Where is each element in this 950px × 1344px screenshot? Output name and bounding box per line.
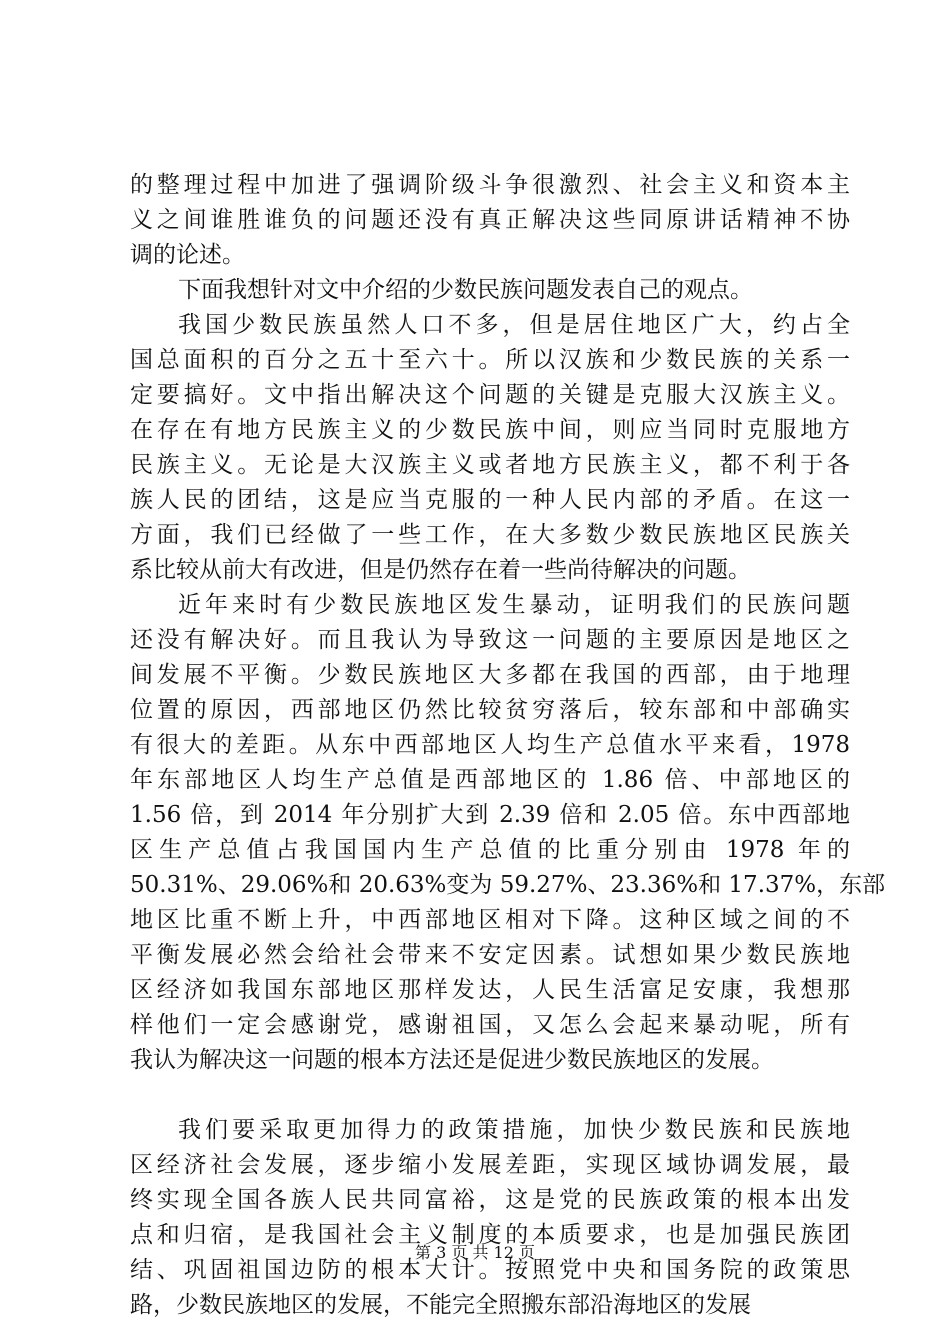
text-line: 还没有解决好。而且我认为导致这一问题的主要原因是地区之 [130,627,850,653]
text-line: 下面我想针对文中介绍的少数民族问题发表自己的观点。 [178,277,753,303]
text-line: 终实现全国各族人民共同富裕，这是党的民族政策的根本出发 [130,1187,850,1213]
text-line: 路，少数民族地区的发展，不能完全照搬东部沿海地区的发展 [130,1292,751,1318]
text-line: 点和归宿，是我国社会主义制度的本质要求，也是加强民族团 [130,1222,850,1248]
text-line: 年东部地区人均生产总值是西部地区的 1.86 倍、中部地区的 [130,767,850,793]
text-line: 50.31%、29.06%和 20.63%变为 59.27%、23.36%和 17.37%，东部 [130,872,886,898]
text-line: 义之间谁胜谁负的问题还没有真正解决这些同原讲话精神不协 [130,207,850,233]
text-line: 族人民的团结，这是应当克服的一种人民内部的矛盾。在这一 [130,487,850,513]
text-line: 近年来时有少数民族地区发生暴动，证明我们的民族问题 [178,592,850,618]
paragraph-gap [130,1078,850,1113]
text-line: 结、巩固祖国边防的根本大计。按照党中央和国务院的政策思 [130,1257,850,1283]
text-line: 方面，我们已经做了一些工作，在大多数少数民族地区民族关 [130,522,850,548]
text-line: 民族主义。无论是大汉族主义或者地方民族主义，都不利于各 [130,452,850,478]
text-line: 我国少数民族虽然人口不多，但是居住地区广大，约占全 [178,312,850,338]
text-line: 位置的原因，西部地区仍然比较贫穷落后，较东部和中部确实 [130,697,850,723]
text-line: 在存在有地方民族主义的少数民族中间，则应当同时克服地方 [130,417,850,443]
text-line: 我认为解决这一问题的根本方法还是促进少数民族地区的发展。 [130,1047,774,1073]
text-line: 区经济社会发展，逐步缩小发展差距，实现区域协调发展，最 [130,1152,850,1178]
text-line: 调的论述。 [130,242,245,268]
text-line: 1.56 倍，到 2014 年分别扩大到 2.39 倍和 2.05 倍。东中西部地 [130,802,850,828]
text-line: 有很大的差距。从东中西部地区人均生产总值水平来看，1978 [130,732,850,758]
text-line: 国总面积的百分之五十至六十。所以汉族和少数民族的关系一 [130,347,850,373]
page-number-footer: 第 3 页 共 12 页 [415,1243,535,1262]
text-line: 区生产总值占我国国内生产总值的比重分别由 1978 年的 [130,837,850,863]
text-line: 地区比重不断上升，中西部地区相对下降。这种区域之间的不 [130,907,850,933]
text-line: 样他们一定会感谢党，感谢祖国，又怎么会起来暴动呢，所有 [130,1012,850,1038]
text-line: 平衡发展必然会给社会带来不安定因素。试想如果少数民族地 [130,942,850,968]
text-line: 我们要采取更加得力的政策措施，加快少数民族和民族地 [178,1117,850,1143]
text-line: 区经济如我国东部地区那样发达，人民生活富足安康，我想那 [130,977,850,1003]
text-line: 间发展不平衡。少数民族地区大多都在我国的西部，由于地理 [130,662,850,688]
text-line: 定要搞好。文中指出解决这个问题的关键是克服大汉族主义。 [130,382,850,408]
text-line: 的整理过程中加进了强调阶级斗争很激烈、社会主义和资本主 [130,172,850,198]
text-line: 系比较从前大有改进，但是仍然存在着一些尚待解决的问题。 [130,557,751,583]
body-text [130,168,886,1323]
